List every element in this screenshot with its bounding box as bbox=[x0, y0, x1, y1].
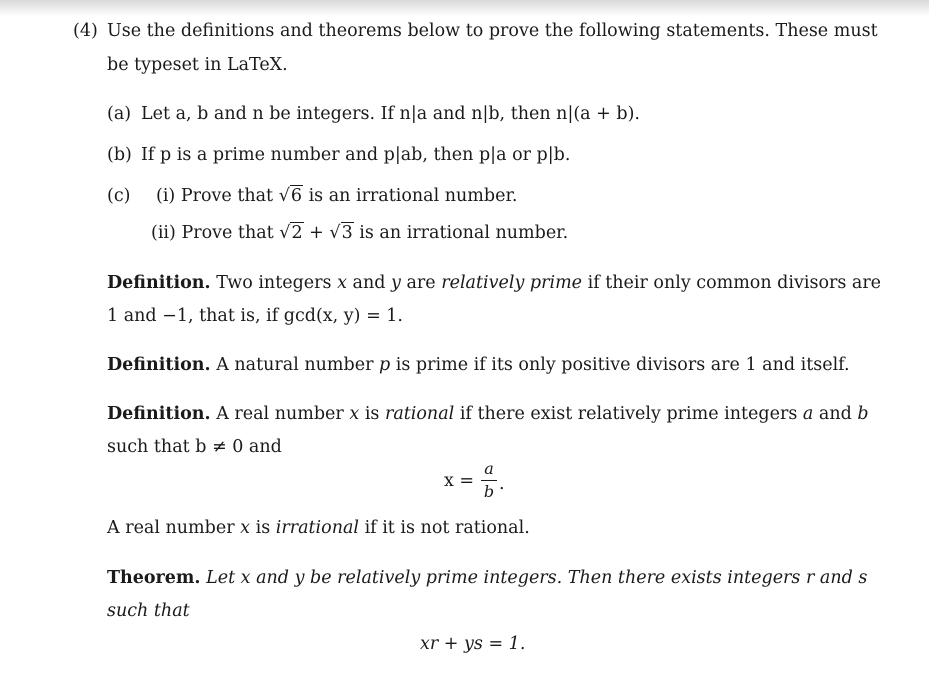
fraction-period: . bbox=[499, 474, 505, 494]
part-c-i bbox=[156, 186, 517, 206]
problem-intro-line1: Use the definitions and theorems below to prove the following statements. These must bbox=[107, 21, 878, 41]
sqrt-2: √2 bbox=[279, 223, 303, 243]
definition-rational-line1: Definition. A real number x is rational if there exist relatively prime integers a and b bbox=[107, 404, 869, 424]
fraction-a-over-b bbox=[479, 459, 499, 502]
part-a-text: Let a, b and n be integers. If n|a and n|b, then n|(a + b). bbox=[141, 104, 640, 124]
part-c-i-pre: Prove that bbox=[180, 186, 274, 206]
theorem-line2: such that bbox=[107, 601, 190, 621]
part-a-label: (a) bbox=[107, 104, 132, 124]
definition-relatively-prime-line1: Definition. Two integers x and y are relatively prime if their only common divisors are bbox=[107, 273, 882, 293]
theorem-line1: Theorem. Let x and y be relatively prime integers. Then there exists integers r and s bbox=[107, 568, 868, 588]
window-top-shadow bbox=[0, 0, 929, 16]
fraction-denominator: b bbox=[483, 482, 495, 501]
sqrt-6: √6 bbox=[278, 186, 302, 206]
definition-heading: Definition. bbox=[107, 355, 211, 375]
term-relatively-prime: relatively prime bbox=[441, 273, 583, 293]
definition-relatively-prime-line2: 1 and −1, that is, if gcd(x, y) = 1. bbox=[107, 306, 403, 326]
term-rational: rational bbox=[384, 404, 455, 424]
problem-intro-line2: be typeset in LaTeX. bbox=[107, 55, 288, 75]
part-b-text: If p is a prime number and p|ab, then p|a or p|b. bbox=[141, 145, 571, 165]
part-c-ii-post: is an irrational number. bbox=[359, 223, 569, 243]
theorem-equation: xr + ys = 1. bbox=[420, 634, 526, 654]
fraction-numerator: a bbox=[484, 459, 494, 478]
plus-sign: + bbox=[309, 223, 324, 243]
part-c-label: (c) bbox=[107, 186, 131, 206]
definition-prime: Definition. A natural number p is prime if its only positive divisors are 1 and itself. bbox=[107, 355, 850, 375]
part-c-i-label: (i) bbox=[156, 186, 176, 206]
sqrt-3: √3 bbox=[329, 223, 353, 243]
part-b-label: (b) bbox=[107, 145, 132, 165]
part-c-ii-label: (ii) bbox=[151, 223, 176, 243]
part-c-i-post: is an irrational number. bbox=[308, 186, 518, 206]
definition-rational-line2: such that b ≠ 0 and bbox=[107, 437, 282, 457]
theorem-heading: Theorem. bbox=[107, 568, 201, 588]
definition-heading: Definition. bbox=[107, 273, 211, 293]
problem-number: (4) bbox=[73, 21, 98, 41]
part-c-ii bbox=[151, 223, 568, 243]
definition-heading: Definition. bbox=[107, 404, 211, 424]
irrational-definition: A real number x is irrational if it is not rational. bbox=[107, 518, 530, 538]
term-irrational: irrational bbox=[275, 518, 359, 538]
fraction-lhs: x = bbox=[444, 471, 475, 491]
part-c-ii-pre: Prove that bbox=[181, 223, 274, 243]
